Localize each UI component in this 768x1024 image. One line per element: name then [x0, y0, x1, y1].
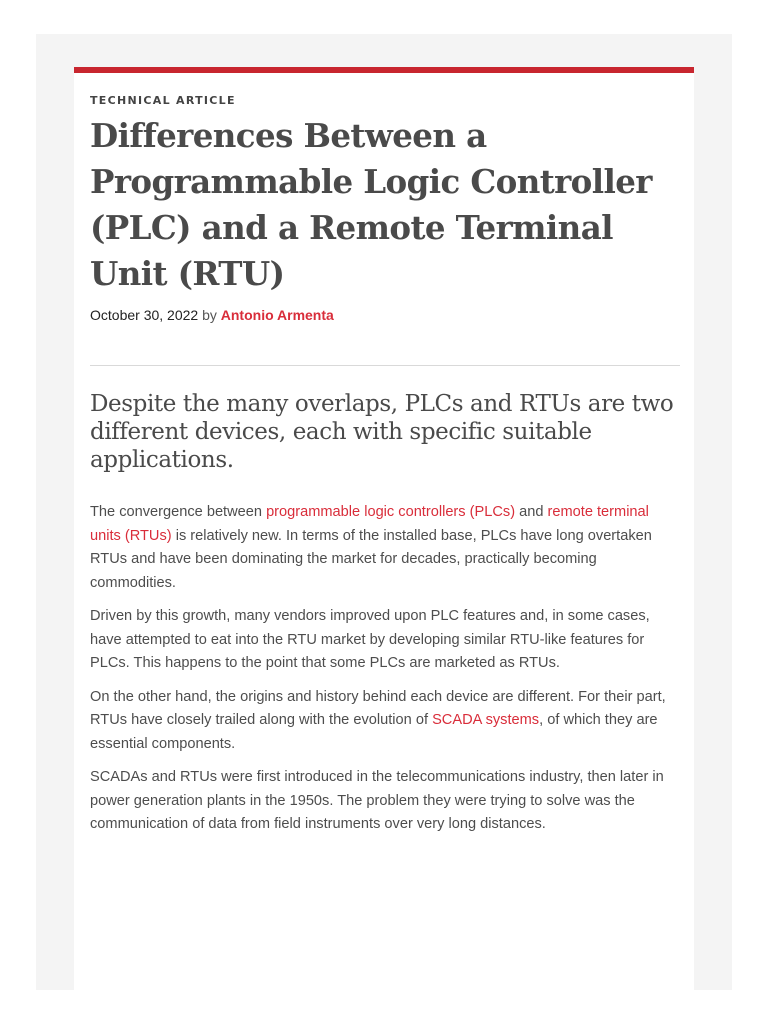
author-link[interactable]: Antonio Armenta: [220, 307, 334, 323]
paragraph-4: SCADAs and RTUs were first introduced in the telecommunications industry, then later in power generation plants in the 1950s. The problem they were trying to solve was the communication of data from field instruments over very long distances.: [90, 769, 664, 832]
rtu-link[interactable]: remote terminal units (RTUs): [90, 504, 649, 544]
paragraph-1-text-a: The convergence between: [90, 504, 267, 520]
paragraph-3: [90, 686, 680, 757]
paragraph-3-text-b: , of which they are essential components.: [90, 712, 658, 752]
paragraph-1-text-c: is relatively new. In terms of the installed base, PLCs have long overtaken RTUs and have been dominating the market for decades, practically becoming commodities.: [90, 527, 652, 591]
paragraph-3-text-a: On the other hand, the origins and history behind each device are different. For their part, RTUs have closely trailed along with the evolution of: [90, 688, 666, 728]
paragraph-1: [90, 501, 680, 595]
page-background: [36, 34, 732, 990]
article-title: Differences Between a Programmable Logic Controller (PLC) and a Remote Terminal Unit (RTU): [90, 116, 652, 293]
article-category: TECHNICAL ARTICLE: [90, 94, 236, 107]
byline-by: by: [202, 307, 217, 323]
paragraph-1-text-b: and: [515, 504, 548, 520]
scada-link[interactable]: SCADA systems: [432, 712, 540, 728]
article-body: [90, 501, 680, 837]
publish-date: October 30, 2022: [90, 307, 199, 323]
paragraph-2: Driven by this growth, many vendors improved upon PLC features and, in some cases, have attempted to eat into the RTU market by developing similar RTU-like features for PLCs. This happens to the point that some PLCs are marketed as RTUs.: [90, 608, 650, 671]
byline: [90, 307, 680, 323]
plc-link[interactable]: programmable logic controllers (PLCs): [266, 504, 516, 520]
divider: [90, 365, 680, 366]
article-content: [90, 73, 680, 847]
article-card: [74, 67, 694, 996]
article-lede: Despite the many overlaps, PLCs and RTUs are two different devices, each with specific suitable applications.: [90, 391, 674, 473]
